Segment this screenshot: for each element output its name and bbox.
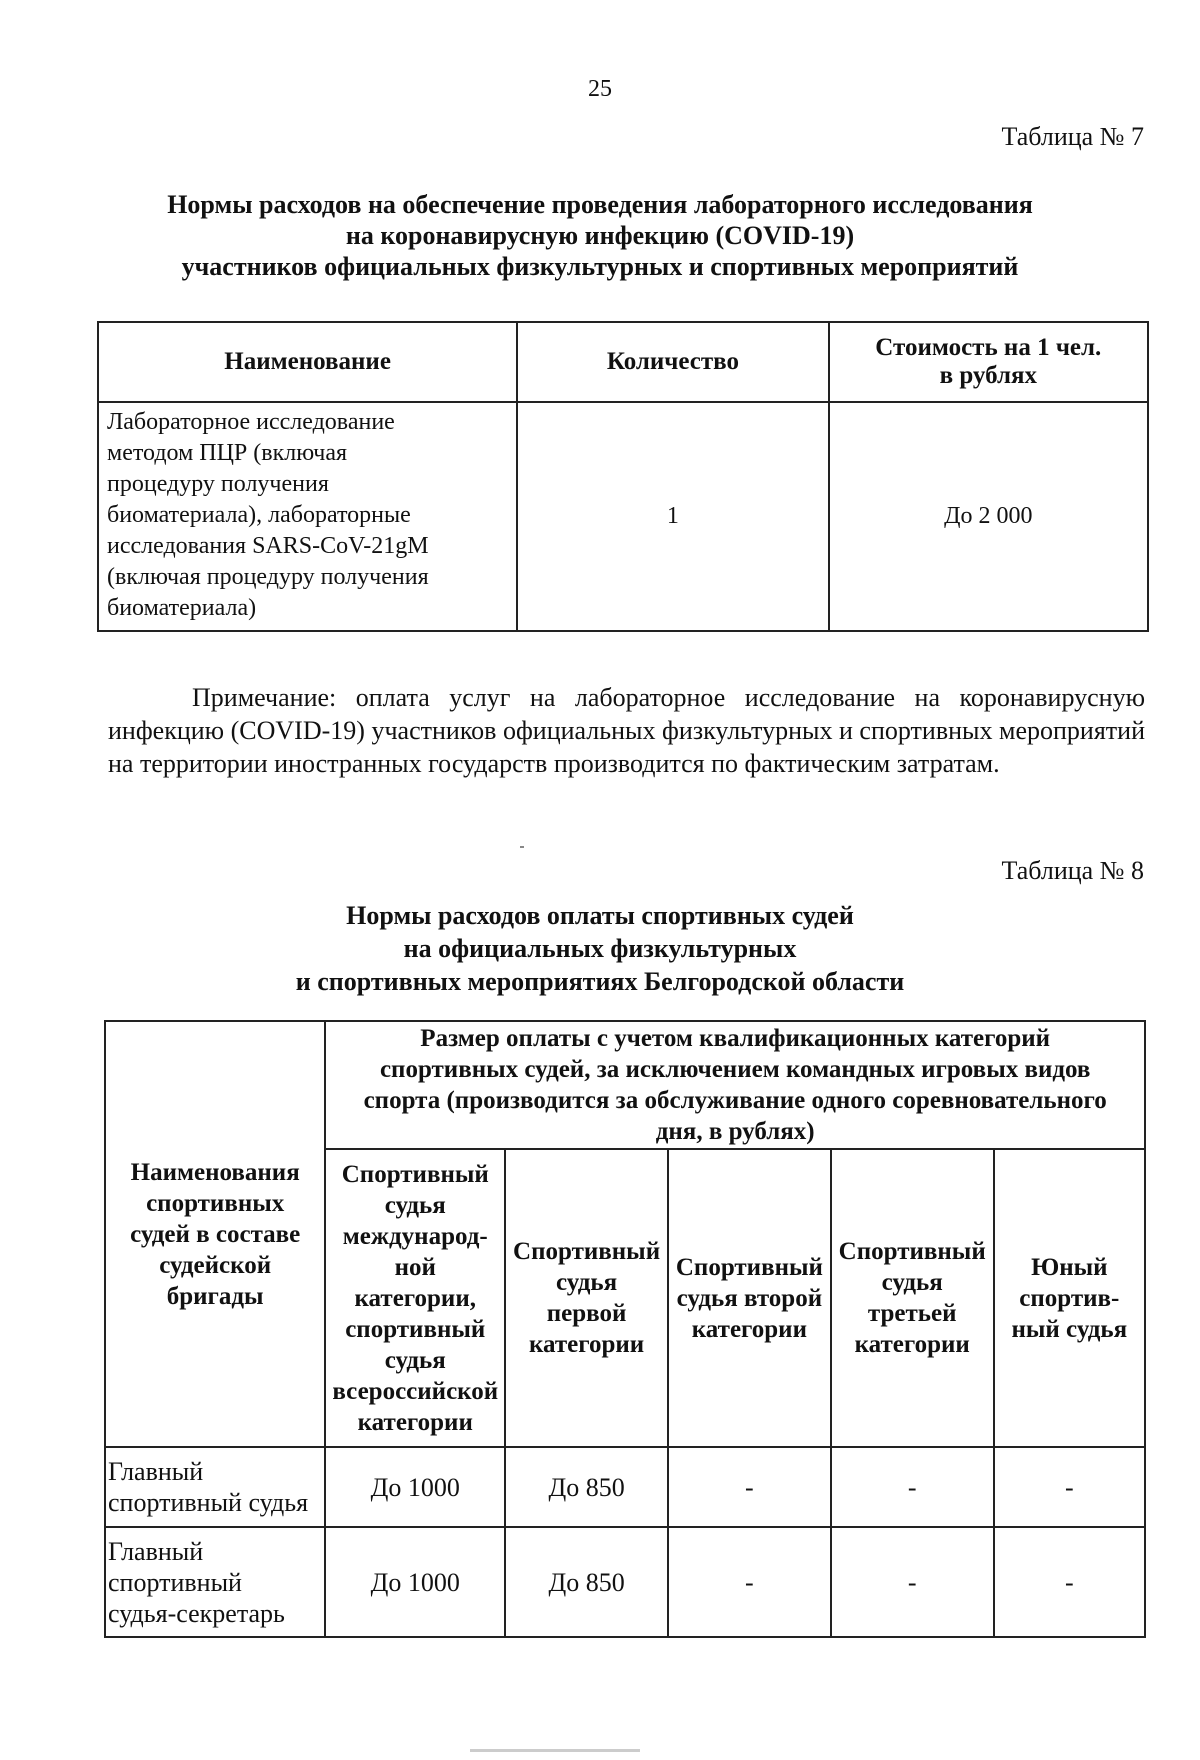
- cell-line: процедуру получения: [107, 471, 329, 497]
- cell-line: судья: [384, 1191, 446, 1219]
- cell-line: ный судья: [1011, 1315, 1128, 1343]
- cell-line: судейской: [159, 1251, 272, 1279]
- table7-header-cost-line2: в рублях: [939, 362, 1038, 389]
- cell-line: категории: [528, 1331, 645, 1358]
- cell-line: спортивный судья: [108, 1488, 309, 1517]
- cell-line: спортивных: [146, 1189, 285, 1217]
- cell-line: Главный: [108, 1457, 204, 1486]
- table7-label: Таблица № 7: [1001, 122, 1144, 151]
- cell-line: судей в составе: [130, 1220, 301, 1248]
- cell-line: Лабораторное исследование: [107, 409, 395, 435]
- table8-title-line: и спортивных мероприятиях Белгородской области: [295, 967, 905, 996]
- cell-line: Спортивный: [675, 1253, 823, 1281]
- table7-row: [98, 402, 1148, 631]
- page-number: 25: [588, 76, 612, 102]
- cell-line: категории,: [354, 1284, 476, 1312]
- cell-line: спортивный: [345, 1315, 486, 1343]
- cell-line: Спортивный: [513, 1238, 661, 1265]
- cell-line: судья-секретарь: [108, 1598, 285, 1628]
- table8-cell: -: [668, 1527, 831, 1637]
- cell-line: Юный: [1031, 1253, 1108, 1281]
- table8-row-name: [105, 1527, 325, 1637]
- cell-line: исследования SARS-CoV-21gM: [107, 533, 429, 559]
- table8-row-name: [105, 1447, 325, 1527]
- cell-line: первой: [546, 1300, 627, 1327]
- cell-line: спортивных судей, за исключением командных игровых видов: [379, 1056, 1091, 1083]
- table8-label: Таблица № 8: [1001, 856, 1144, 885]
- table8-cell: До 1000: [325, 1447, 505, 1527]
- table8-cell: -: [831, 1447, 994, 1527]
- cell-line: спорта (производится за обслуживание одного соревновательного: [363, 1087, 1107, 1114]
- table7-header-cost-line1: Стоимость на 1 чел.: [875, 334, 1102, 361]
- cell-line: ной: [394, 1253, 436, 1281]
- cell-line: категории: [357, 1408, 473, 1436]
- cell-line: Наименования: [130, 1158, 300, 1186]
- cell-line: методом ПЦР (включая: [107, 440, 348, 466]
- table7-title: [0, 189, 1200, 282]
- table7-title-line: Нормы расходов на обеспечение проведения лабораторного исследования: [167, 190, 1033, 219]
- scan-artifact: [470, 1749, 640, 1752]
- cell-line: третьей: [867, 1300, 957, 1327]
- table7-cell-quantity: 1: [517, 402, 828, 631]
- table8-header-col-international: [325, 1149, 505, 1447]
- table7-header-row: [98, 322, 1148, 402]
- cell-line: Спортивный: [838, 1238, 986, 1265]
- cell-line: всероссийской: [332, 1377, 499, 1405]
- table8-cell: До 850: [505, 1447, 668, 1527]
- table7-header-name: Наименование: [98, 322, 517, 402]
- cell-line: дня, в рублях): [655, 1118, 815, 1145]
- table8-header-col-youth: [994, 1149, 1145, 1447]
- table8-title: [0, 899, 1200, 998]
- table7-cell-cost: До 2 000: [829, 402, 1148, 631]
- table8-title-line: на официальных физкультурных: [403, 934, 797, 963]
- table8-cell: -: [994, 1447, 1145, 1527]
- cell-line: судья: [384, 1346, 446, 1374]
- cell-line: спортив-: [1019, 1284, 1120, 1312]
- table7-title-line: на коронавирусную инфекцию (COVID-19): [345, 221, 855, 250]
- table8-header-name: [105, 1021, 325, 1447]
- table-row: [105, 1527, 1145, 1637]
- cell-line: категории: [854, 1331, 970, 1358]
- table8-cell: -: [994, 1527, 1145, 1637]
- note: [108, 681, 1145, 780]
- note-text: Примечание: оплата услуг на лабораторное исследование на коронавирусную инфекцию (COVID-19) участников официальных физкультурных и спортивных мероприятий на территории иностранных государств производится по фактическим затратам.: [108, 683, 1145, 778]
- table8-header-col-third: [831, 1149, 994, 1447]
- table8-group-header: [325, 1021, 1145, 1149]
- table8-header-col-first: [505, 1149, 668, 1447]
- cell-line: судья: [881, 1269, 943, 1296]
- table7-title-line: участников официальных физкультурных и спортивных мероприятий: [181, 252, 1019, 281]
- table8-header-col-second: [668, 1149, 831, 1447]
- cell-line: бригады: [166, 1282, 264, 1310]
- cell-line: спортивный: [108, 1567, 242, 1597]
- table8-cell: До 850: [505, 1527, 668, 1637]
- cell-line: биоматериала): [107, 595, 257, 621]
- table8-title-line: Нормы расходов оплаты спортивных судей: [346, 901, 854, 930]
- table7-header-cost: [829, 322, 1148, 402]
- cell-line: судья: [556, 1269, 618, 1296]
- cell-line: биоматериала), лабораторные: [107, 502, 411, 528]
- cell-line: категории: [691, 1315, 807, 1343]
- table8-group-header-row: [105, 1021, 1145, 1149]
- table8-cell: -: [668, 1447, 831, 1527]
- scan-dot: [520, 846, 524, 848]
- cell-line: Размер оплаты с учетом квалификационных категорий: [420, 1025, 1051, 1052]
- cell-line: Спортивный: [341, 1160, 489, 1188]
- table8-cell: До 1000: [325, 1527, 505, 1637]
- table7-cell-name: [98, 402, 517, 631]
- table7-header-quantity: Количество: [517, 322, 828, 402]
- cell-line: (включая процедуру получения: [107, 564, 429, 590]
- table7: [97, 321, 1149, 632]
- cell-line: Главный: [108, 1536, 204, 1566]
- table8: [104, 1020, 1146, 1638]
- table-row: [105, 1447, 1145, 1527]
- cell-line: международ-: [342, 1222, 488, 1250]
- cell-line: судья второй: [676, 1284, 823, 1312]
- table8-cell: -: [831, 1527, 994, 1637]
